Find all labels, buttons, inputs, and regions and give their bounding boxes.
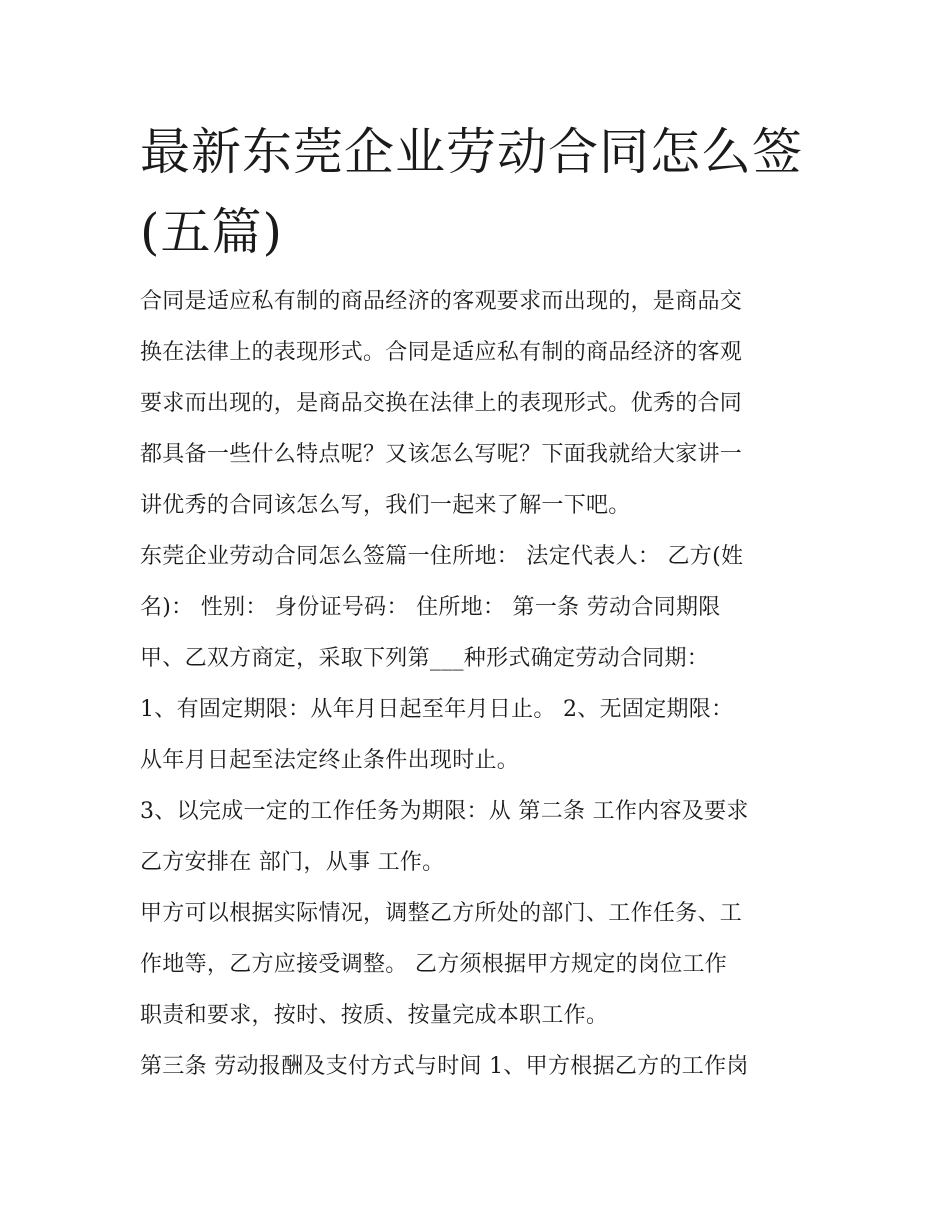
paragraph-line: 第三条 劳动报酬及支付方式与时间 1、甲方根据乙方的工作岗 (140, 1054, 749, 1079)
paragraph-line: 1、有固定期限：从年月日起至年月日止。 2、无固定期限： (140, 697, 734, 722)
paragraph-line: 甲方可以根据实际情况，调整乙方所处的部门、工作任务、工 (140, 901, 743, 926)
paragraph-line: 甲、乙双方商定，采取下列第___种形式确定劳动合同期： (140, 646, 710, 671)
paragraph-line: 要求而出现的，是商品交换在法律上的表现形式。优秀的合同 (140, 391, 743, 416)
paragraph-line: 从年月日起至法定终止条件出现时止。 (140, 748, 520, 773)
paragraph-line: 讲优秀的合同该怎么写，我们一起来了解一下吧。 (140, 493, 631, 518)
paragraph-line: 合同是适应私有制的商品经济的客观要求而出现的，是商品交 (140, 289, 743, 314)
paragraph-line: 3、以完成一定的工作任务为期限：从 第二条 工作内容及要求 (140, 799, 749, 824)
paragraph-line: 职责和要求，按时、按质、按量完成本职工作。 (140, 1003, 609, 1028)
paragraph-line: 乙方安排在 部门，从事 工作。 (140, 850, 445, 875)
title-line-2: (五篇) (140, 203, 284, 261)
document-title (140, 112, 820, 272)
paragraph-line: 换在法律上的表现形式。合同是适应私有制的商品经济的客观 (140, 340, 743, 365)
paragraph-line: 名)： 性别： 身份证号码： 住所地： 第一条 劳动合同期限 (140, 595, 721, 620)
title-line-1: 最新东莞企业劳动合同怎么签 (140, 123, 803, 181)
paragraph-line: 作地等，乙方应接受调整。 乙方须根据甲方规定的岗位工作 (140, 952, 728, 977)
paragraph-line: 都具备一些什么特点呢？又该怎么写呢？下面我就给大家讲一 (140, 442, 743, 467)
paragraph-line: 东莞企业劳动合同怎么签篇一住所地： 法定代表人： 乙方(姓 (140, 544, 744, 569)
